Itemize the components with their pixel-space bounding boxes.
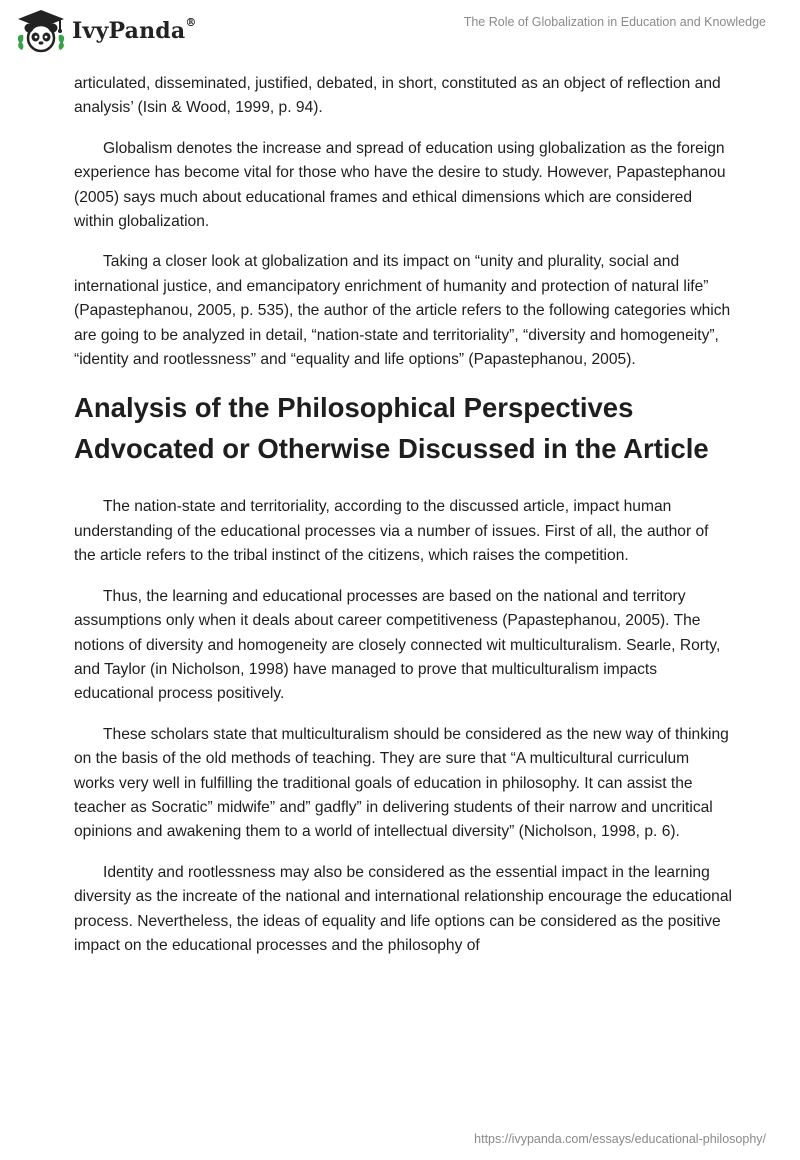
paragraph-continued: articulated, disseminated, justified, debated, in short, constituted as an object of reflection and analysis’ (Isin & Wood, 1999, p. 94). <box>74 75 721 117</box>
paragraph: Identity and rootlessness may also be considered as the essential impact in the learning diversity as the increate of the national and international relationship encourage the educational process. Nevertheless, the ideas of equality and life options can be considered as the positive impact on the educational processes and the philosophy of <box>74 863 732 954</box>
paragraph: Globalism denotes the increase and spread of education using globalization as the foreign experience has become vital for those who have the desire to study. However, Papastephanou (2005) says much about educational frames and ethical dimensions which are considered within globalization. <box>74 139 726 231</box>
paragraph: Thus, the learning and educational processes are based on the national and territory assumptions only when it deals about career competitiveness (Papastephanou, 2005). The notions of diversity and homogeneity are closely connected wit multiculturalism. Searle, Rorty, and Taylor (in Nicholson, 1998) have managed to prove that multiculturalism impacts educational process positively. <box>74 587 721 703</box>
paragraph: The nation-state and territoriality, according to the discussed article, impact human understanding of the educational processes via a number of issues. First of all, the author of the article refers to the tribal instinct of the citizens, which raises the competition. <box>74 498 709 565</box>
ivypanda-logo[interactable] <box>14 8 197 54</box>
page-header <box>0 0 800 64</box>
paragraph: Taking a closer look at globalization and its impact on “unity and plurality, social and international justice, and emancipatory enrichment of humanity and protection of natural life” (Papastephanou, 2005, p. 535), the author of the article refers to the following categories which are going to be analyzed in detail, “nation-state and territoriality”, “diversity and homogeneity”, “identity and rootlessness” and “equality and life options” (Papastephanou, 2005). <box>74 253 731 369</box>
document-title: The Role of Globalization in Education and Knowledge <box>463 15 766 29</box>
brand-name: IvyPanda® <box>72 15 197 44</box>
panda-graduate-icon <box>14 8 68 54</box>
source-url[interactable]: https://ivypanda.com/essays/educational-philosophy/ <box>474 1132 766 1146</box>
registered-mark: ® <box>185 15 197 29</box>
paragraph: These scholars state that multiculturalism should be considered as the new way of thinking on the basis of the old methods of teaching. They are sure that “A multicultural curriculum works very well in fulfilling the traditional goals of education in philosophy. It can assist the teacher as Socratic” midwife” and” gadfly” in delivering students of their narrow and uncritical opinions and awakening them to a world of intellectual diversity” (Nicholson, 1998, p. 6). <box>74 725 729 841</box>
section-heading: Analysis of the Philosophical Perspectives Advocated or Otherwise Discussed in the Article <box>74 392 709 464</box>
essay-body <box>74 72 734 974</box>
